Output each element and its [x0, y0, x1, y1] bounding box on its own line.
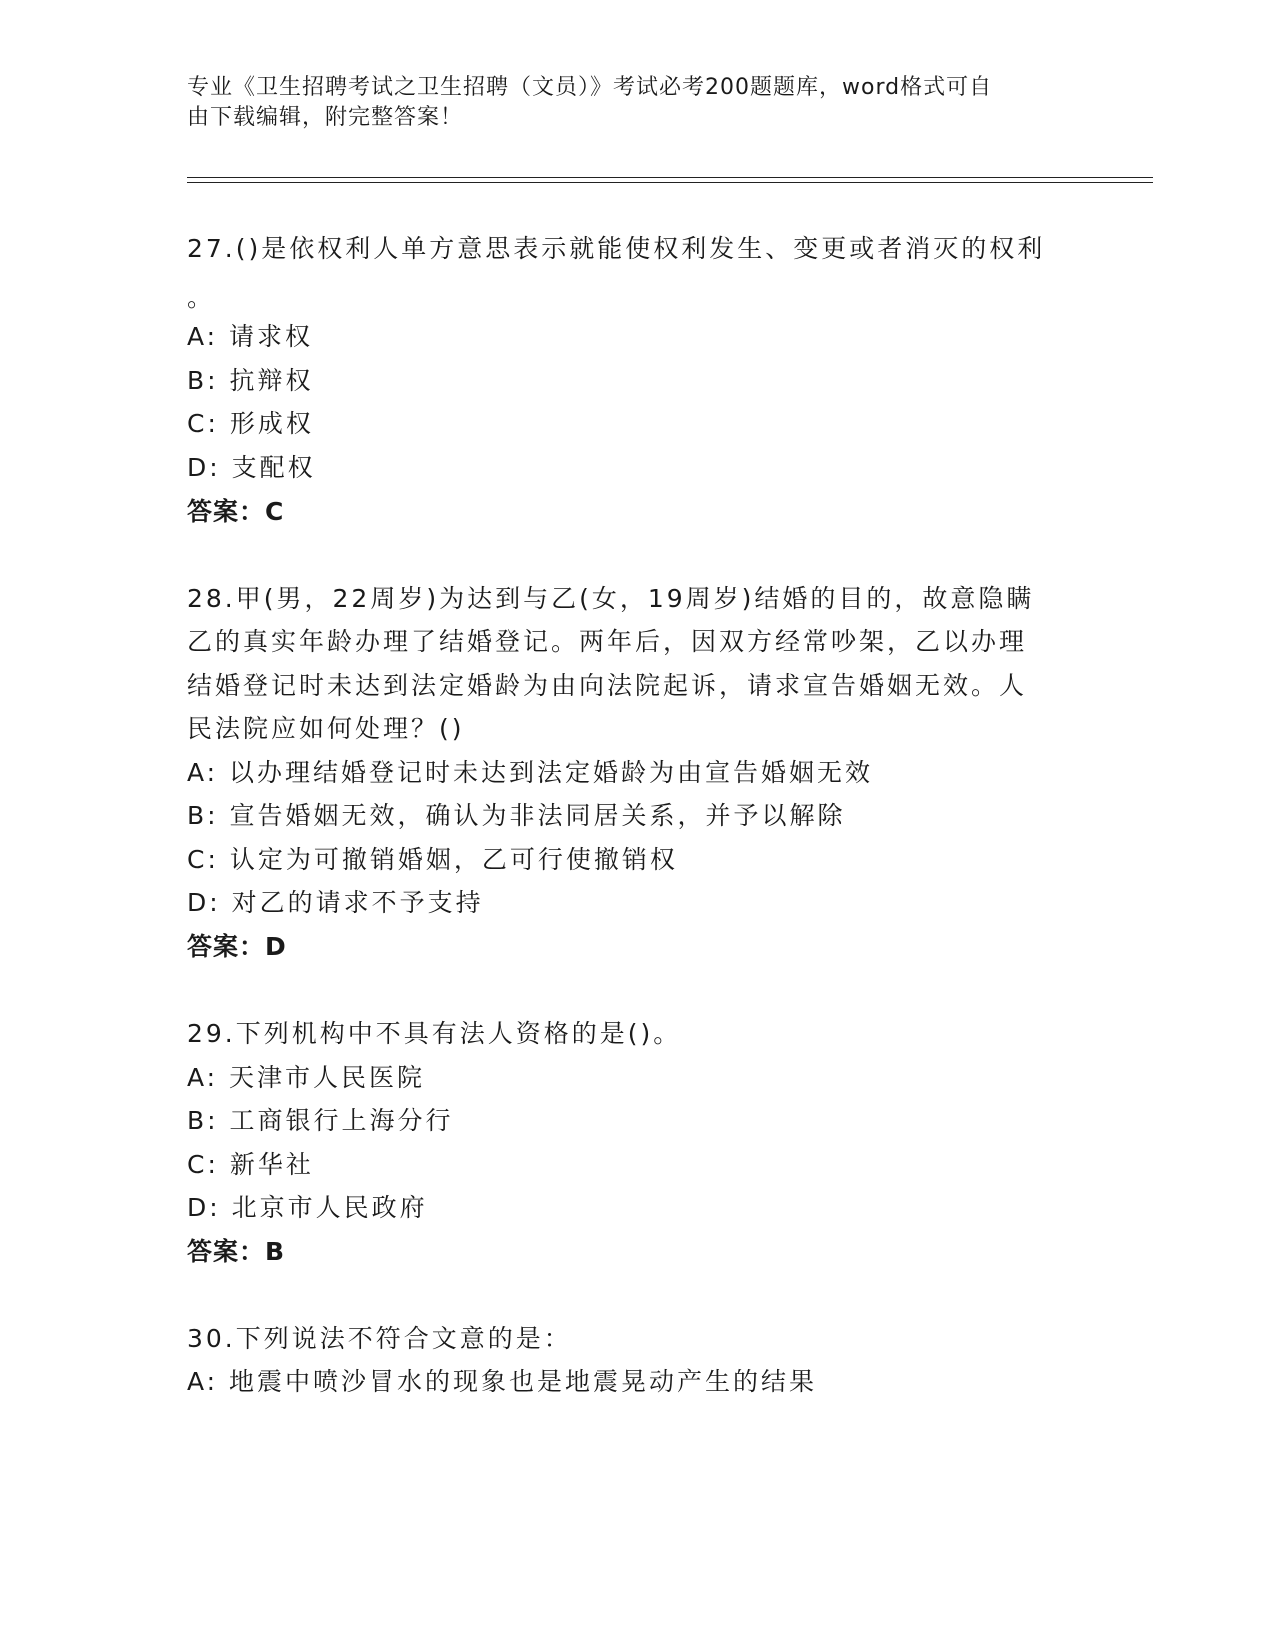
question-text: 民法院应如何处理？() [187, 714, 465, 743]
question-text: 结婚登记时未达到法定婚龄为由向法院起诉，请求宣告婚姻无效。人 [187, 671, 1028, 700]
option-a: A: 地震中喷沙冒水的现象也是地震晃动产生的结果 [187, 1367, 818, 1396]
option-a: A: 天津市人民医院 [187, 1063, 426, 1092]
answer: 答案：D [187, 932, 287, 961]
option-b: B: 工商银行上海分行 [187, 1106, 454, 1135]
question-text: 乙的真实年龄办理了结婚登记。两年后，因双方经常吵架，乙以办理 [187, 627, 1028, 656]
option-a: A: 以办理结婚登记时未达到法定婚龄为由宣告婚姻无效 [187, 758, 874, 787]
option-c: C: 认定为可撤销婚姻，乙可行使撤销权 [187, 845, 678, 874]
question-text: 27.()是依权利人单方意思表示就能使权利发生、变更或者消灭的权利 [187, 234, 1046, 263]
header-divider-bottom [187, 182, 1153, 183]
question-text: 29.下列机构中不具有法人资格的是()。 [187, 1019, 682, 1048]
answer: 答案：B [187, 1237, 286, 1266]
answer: 答案：C [187, 497, 285, 526]
option-d: D: 对乙的请求不予支持 [187, 888, 484, 917]
option-c: C: 新华社 [187, 1150, 314, 1179]
document-header [187, 73, 1067, 133]
option-d: D: 支配权 [187, 453, 316, 482]
option-b: B: 抗辩权 [187, 366, 314, 395]
option-d: D: 北京市人民政府 [187, 1193, 428, 1222]
option-b: B: 宣告婚姻无效，确认为非法同居关系，并予以解除 [187, 801, 846, 830]
option-a: A: 请求权 [187, 322, 314, 351]
header-divider-top [187, 177, 1153, 178]
header-line-1: 专业《卫生招聘考试之卫生招聘（文员）》考试必考200题题库，word格式可自 [187, 75, 993, 100]
question-text: 28.甲(男，22周岁)为达到与乙(女，19周岁)结婚的目的，故意隐瞒 [187, 584, 1035, 613]
header-line-2: 由下载编辑，附完整答案！ [187, 105, 464, 130]
question-text: 。 [187, 283, 216, 312]
question-text: 30.下列说法不符合文意的是： [187, 1324, 572, 1353]
option-c: C: 形成权 [187, 409, 314, 438]
